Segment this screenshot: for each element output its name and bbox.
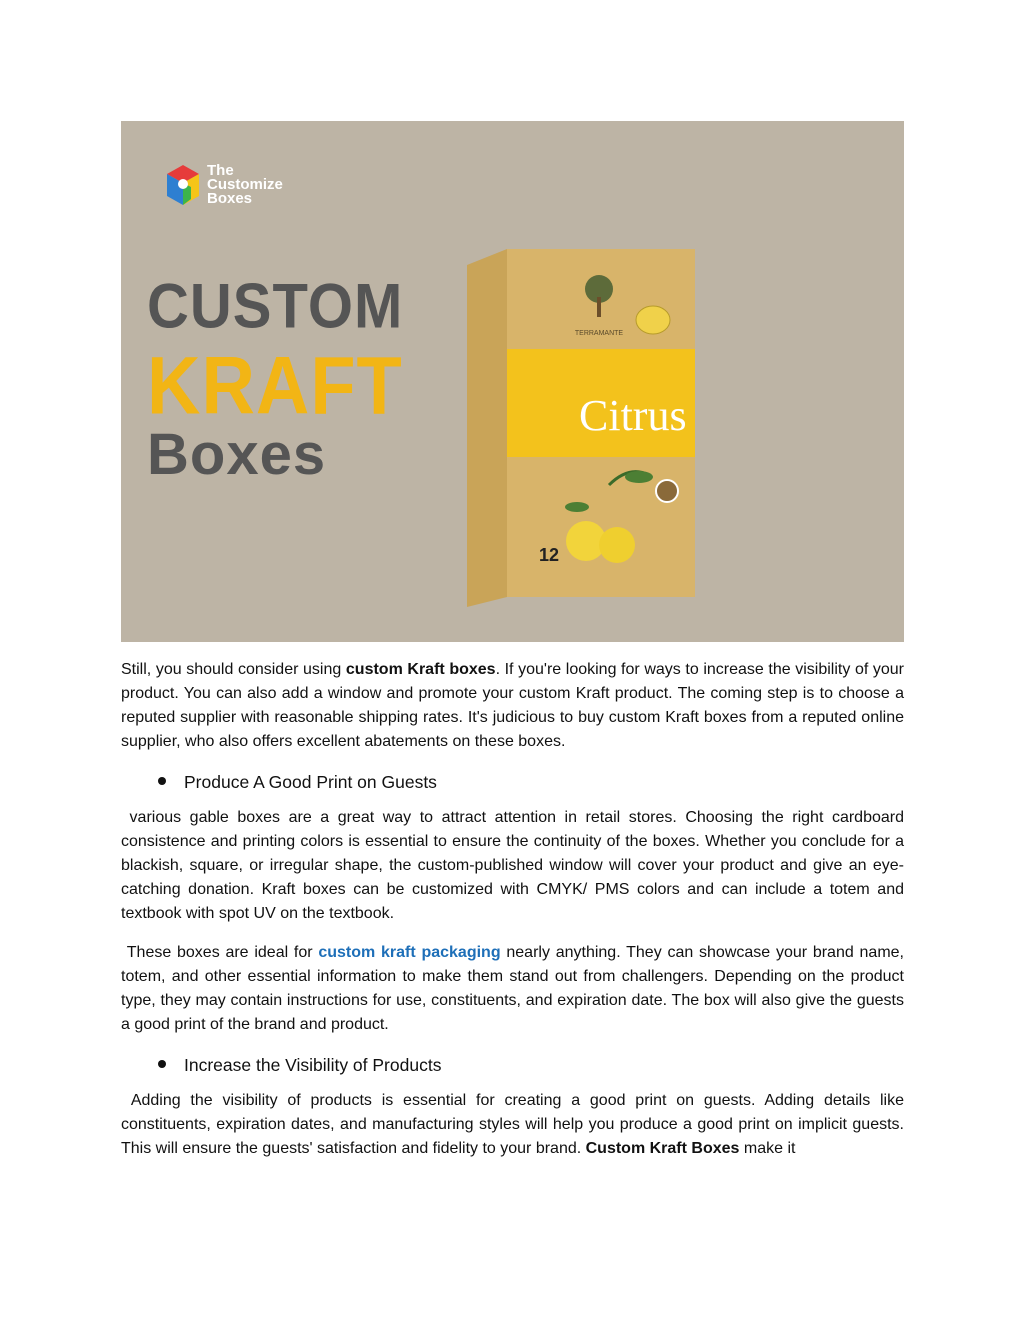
cube-logo-icon (165, 163, 201, 207)
paragraph-4-start: Adding the visibility of products is essential for creating a good print on guests. Adding details like constituents, expiration dates, and manufacturing styles will help you produce a good print on implicit guests. This will ensure the guests' satisfaction and fidelity to your brand. (121, 1092, 904, 1157)
kraft-box-illustration (459, 245, 695, 611)
paragraph-4-end: make it (739, 1140, 796, 1157)
paragraph-3 (121, 941, 904, 1037)
logo-line-3: Boxes (207, 190, 253, 207)
logo-line-2: Customize (207, 176, 283, 193)
brand-logo (165, 163, 283, 207)
paragraph-3-end: nearly anything. They can showcase your brand name, totem, and other essential information to make them stand out from challengers. Depending on the product type, they may contain instructions for use, constituents, and expiration date. The box will also give the guests a good print of the brand and product. (121, 944, 904, 1033)
headline-boxes: Boxes (147, 422, 327, 487)
paragraph-4-bold: Custom Kraft Boxes (585, 1140, 740, 1157)
bullet-icon (158, 1060, 166, 1068)
paragraph-3-start: These boxes are ideal for (126, 944, 319, 961)
box-count-text: 12 (539, 545, 560, 565)
headline-kraft: KRAFT (147, 339, 403, 432)
hero-image (121, 121, 904, 642)
headline-custom: CUSTOM (147, 271, 404, 342)
paragraph-2 (121, 806, 904, 926)
paragraph-1-end: . If you're looking for ways to increase the visibility of your product. You can also add a window and promote your custom Kraft product. The coming step is to choose a reputed supplier with reasonable shipping rates. It's judicious to buy custom Kraft boxes from a reputed online supplier, who also offers excellent abatements on these boxes. (121, 661, 905, 750)
custom-kraft-packaging-link[interactable]: custom kraft packaging (318, 944, 501, 961)
bullet-heading-1 (158, 770, 437, 794)
paragraph-1-start: Still, you should consider using (121, 661, 346, 678)
box-brand-text: TERRAMANTE (574, 330, 624, 337)
paragraph-4 (121, 1089, 904, 1161)
logo-line-1: The (207, 162, 234, 179)
paragraph-2-text: various gable boxes are a great way to attract attention in retail stores. Choosing the right cardboard consistence and printing colors is essential to ensure the continuity of the boxes. Whether you conclude for a blackish, square, or irregular shape, the custom-published window will cover your product and give an eye-catching donation. Kraft boxes can be customized with CMYK/ PMS colors and can include a totem and textbook with spot UV on the textbook. (121, 809, 904, 922)
paragraph-1 (121, 658, 904, 754)
box-title-text: Citrus (579, 391, 687, 440)
paragraph-1-bold: custom Kraft boxes (345, 661, 496, 678)
bullet-1-text: Produce A Good Print on Guests (184, 772, 437, 792)
bullet-2-text: Increase the Visibility of Products (184, 1055, 442, 1075)
bullet-heading-2 (158, 1053, 441, 1077)
bullet-icon (158, 777, 166, 785)
